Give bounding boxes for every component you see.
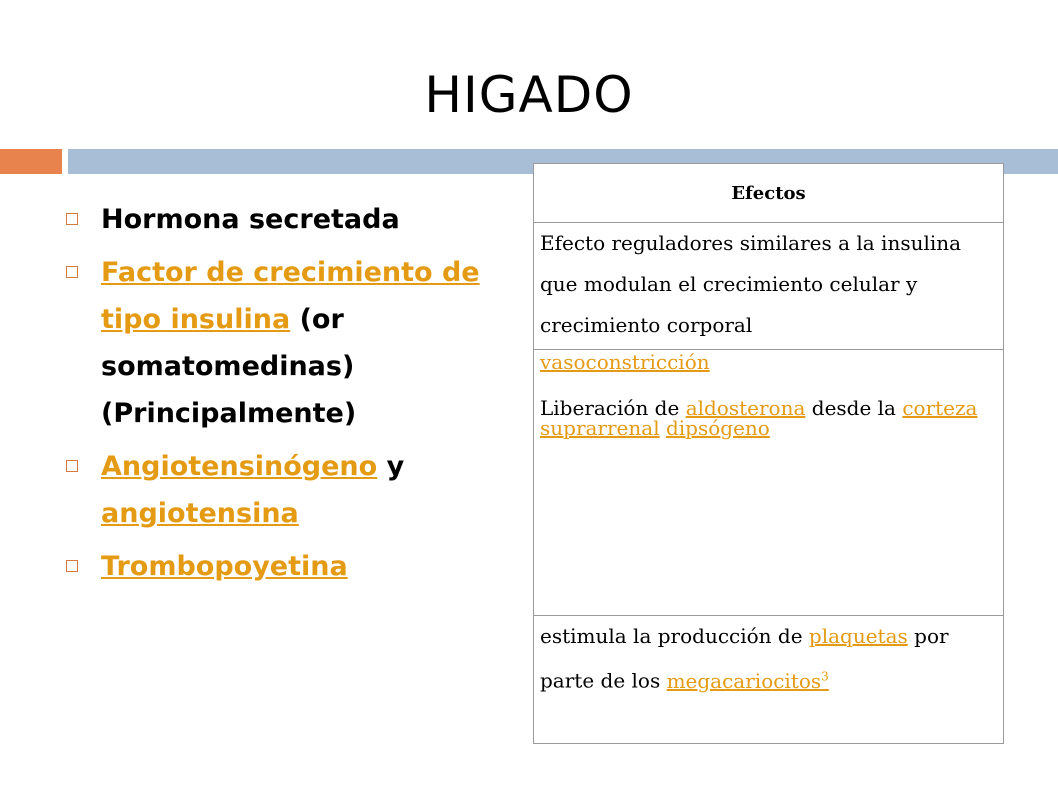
bullet-text: Hormona secretada [101,204,400,235]
dipsogeno-link[interactable]: dipsógeno [665,416,770,440]
angiotensina-link[interactable]: angiotensina [101,498,299,529]
effects-table [533,163,1004,744]
bullet-list [58,196,508,596]
vasoconstriccion-link[interactable]: vasoconstricción [540,350,710,374]
cell-text: desde la [805,396,903,420]
effect-cell-igf: Efecto reguladores similares a la insulina que modulan el crecimiento celular y crecimiento corporal [534,223,1004,350]
aldosterona-link[interactable]: aldosterona [685,396,806,420]
corteza-suprarrenal-link[interactable]: corteza suprarrenal [540,396,978,440]
square-bullet-icon [66,213,78,225]
bullet-item [58,543,508,590]
footnote-ref: 3 [821,669,829,683]
square-bullet-icon [66,460,78,472]
square-bullet-icon [66,560,78,572]
square-bullet-icon [66,266,78,278]
bullet-text: (or somatomedinas) (Principalmente) [101,304,357,429]
cell-text: estimula la producción de [540,624,809,648]
accent-bar-orange [0,149,62,174]
megacariocitos-label: megacariocitos [666,668,822,693]
bullet-item [58,249,508,437]
angiotensinogeno-link[interactable]: Angiotensinógeno [101,451,378,482]
megacariocitos-link[interactable] [667,669,829,693]
plaquetas-link[interactable]: plaquetas [808,624,908,648]
trombopoyetina-link[interactable]: Trombopoyetina [101,551,348,582]
slide-title: HIGADO [424,66,634,124]
effects-header: Efectos [534,164,1004,223]
bullet-item [58,443,508,537]
bullet-item [58,196,508,243]
cell-text: Liberación de [540,396,686,420]
cell-text: por parte de los [540,624,949,693]
bullet-text: y [377,451,405,482]
effect-cell-tpo [534,616,1004,744]
igf-link[interactable]: Factor de crecimiento de tipo insulina [101,257,480,335]
effect-cell-angiotensin [534,350,1004,616]
